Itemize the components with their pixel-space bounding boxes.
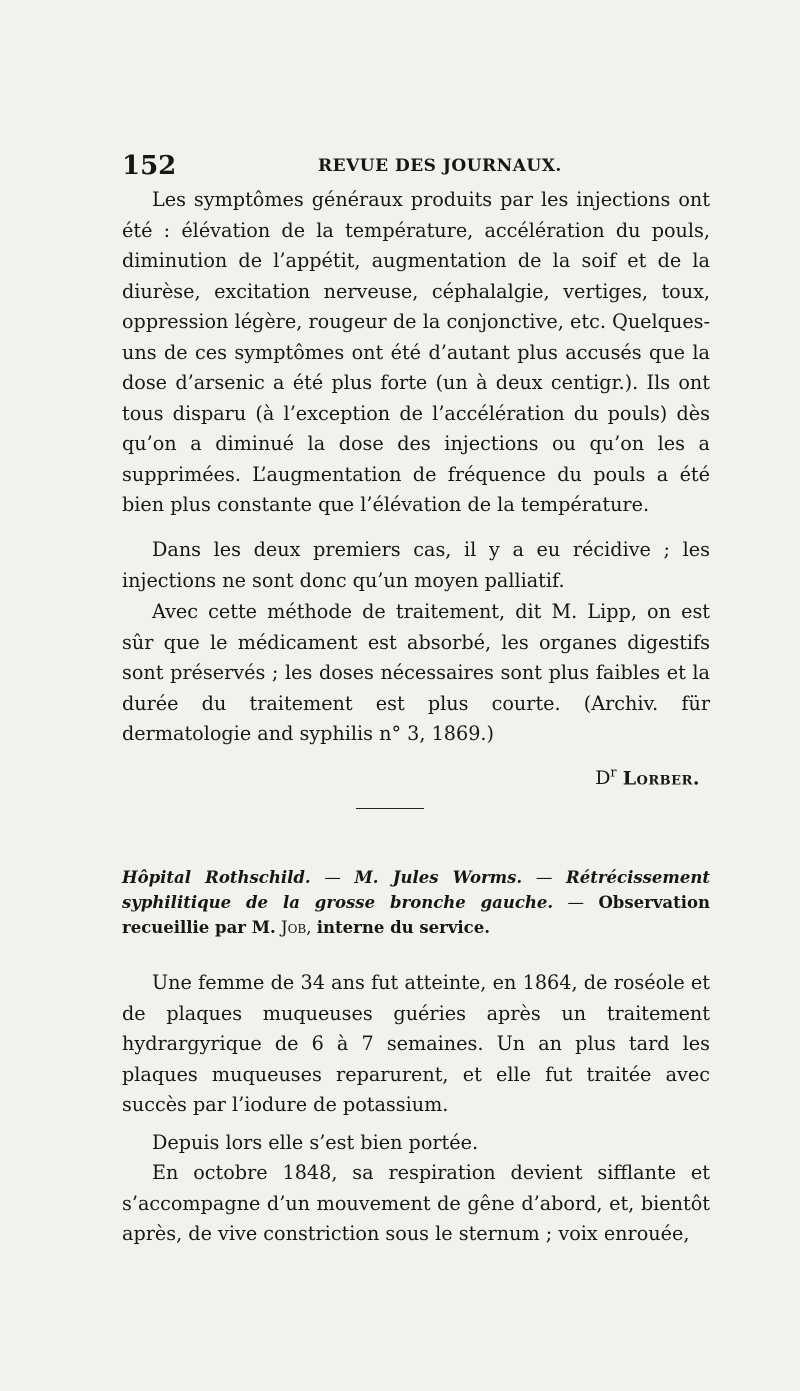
article-author: M. Jules Worms.: [354, 868, 523, 887]
section-divider: [356, 808, 424, 809]
article-title: Rétrécissement syphilitique de la grosse bronche gauche.: [122, 868, 711, 912]
page-header: [122, 152, 710, 180]
hospital-name: Hôpital Rothschild.: [122, 868, 311, 887]
paragraph-method: Avec cette méthode de traitement, dit M. Lipp, on est sûr que le médicament est absorbé, les organes digestifs sont préservés ; les doses nécessaires sont plus faibles et la durée du traitement est plus courte. (Archiv. für dermatologie and syphilis n° 3, 1869.): [122, 600, 710, 745]
signature-title: $D^r$: [595, 766, 617, 790]
intern-name: Job,: [280, 918, 312, 937]
paragraph-since: Depuis lors elle s’est bien portée.: [152, 1131, 479, 1154]
author-signature: [500, 762, 700, 790]
paragraph-case-history: Une femme de 34 ans fut atteinte, en 1864, de roséole et de plaques muqueuses guéries après un traitement hydrargyrique de 6 à 7 semaines. Un an plus tard les plaques muqueuses reparurent, et elle fut traitée avec succès par l’iodure de potassium.: [122, 971, 710, 1116]
paragraph-recidive: Dans les deux premiers cas, il y a eu récidive ; les injections ne sont donc qu’un moyen palliatif.: [122, 538, 710, 592]
observation-note: Observation recueillie par M.: [122, 893, 710, 937]
paragraph-symptoms: Les symptômes généraux produits par les injections ont été : élévation de la température, accélération du pouls, diminution de l’appétit, augmentation de la soif et de la diurèse, excitation nerveuse, céphalalgie, vertiges, toux, oppression légère, rougeur de la conjonctive, etc. Quelques-uns de ces symptômes ont été d’autant plus accusés que la dose d’arsenic a été plus forte (un à deux centigr.). Ils ont tous disparu (à l’exception de l’accélération du pouls) dès qu’on a diminué la dose des injections ou qu’on les a supprimées. L’augmentation de fréquence du pouls a été bien plus constante que l’élévation de la température.: [122, 188, 710, 516]
article-heading: Hôpital Rothschild. — M. Jules Worms. — Rétrécissement syphilitique de la grosse bronche gauche. — Observation recueillie par M. Job, interne du service.: [122, 868, 711, 937]
intern-role: interne du service.: [316, 918, 490, 937]
page-number: 152: [122, 151, 177, 181]
running-head: REVUE DES JOURNAUX.: [318, 156, 562, 176]
signature-name: Lorber.: [622, 767, 700, 790]
paragraph-october: En octobre 1848, sa respiration devient sifflante et s’accompagne d’un mouvement de gêne d’abord, et, bientôt après, de vive constriction sous le sternum ; voix enrouée,: [122, 1161, 710, 1245]
